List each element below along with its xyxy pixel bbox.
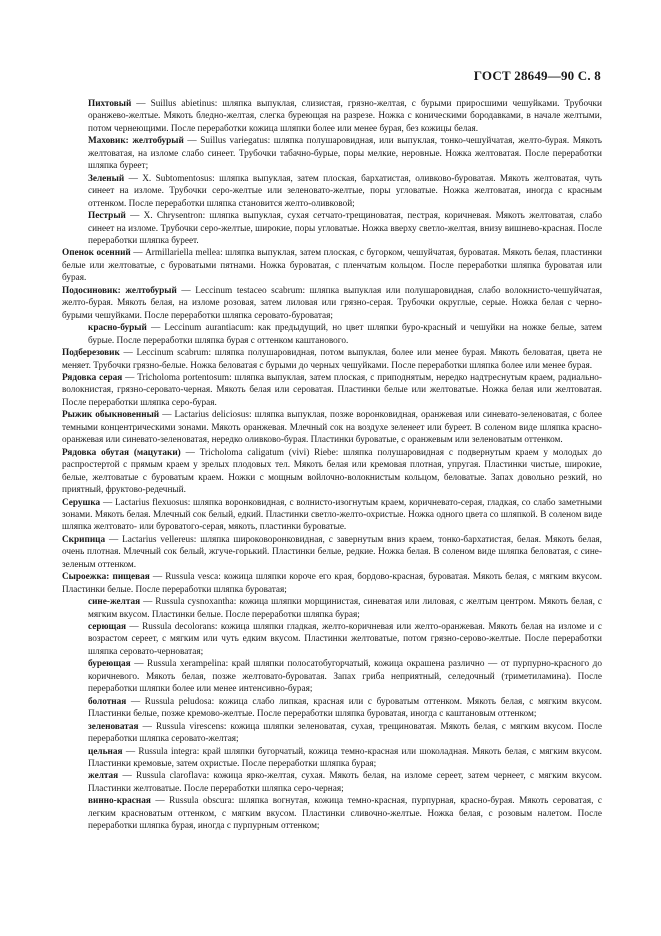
latin-name: Russula claroflava bbox=[136, 771, 207, 782]
term: Подберезовик bbox=[62, 348, 120, 359]
latin-name: Russula vesca bbox=[165, 572, 219, 583]
term: Скрипица bbox=[62, 534, 106, 545]
latin-name: Leccinum scabrum bbox=[136, 348, 209, 359]
entry-tselnaya: цельная — Russula integra: край шляпки бугорчатый, кожица темно-красная или шоколадная. Мякоть белая, с мягким вкусом. Пластинки кремовые, затем охристые. После переработки шляпка бурая; bbox=[88, 746, 602, 770]
latin-name: Lactarius deliciosus bbox=[174, 410, 249, 421]
description: : кожица слабо липкая, красная или с буроватым оттенком. Мякоть белая, с мягким вкусом. Пластинки белые, позже кремово-желтые. После переработки шляпка буроватая, иногда с каштановым оттенком; bbox=[88, 696, 602, 720]
entry-vinno-krasnaya: винно-красная — Russula obscura: шляпка вогнутая, кожица темно-красная, пурпурная, красно-бурая. Мякоть сероватая, с легким красноватым оттенком, с мягким вкусом. Пластинки сливочно-желтые. Ножка белая, с розовым налетом. После переработки шляпка бурая, иногда с пурпурным оттенком; bbox=[88, 796, 603, 832]
description: : шляпка выпуклая или полушаровидная, слабо волокнисто-чешуйчатая, желто-бурая. Мякоть белая, на изломе розовая, затем лиловая или грязно-серая. Трубочки округлые, серые. Ножка белая с черно-бурыми чешуйками. После переработки шляпка серовато-буроватая; bbox=[62, 285, 603, 321]
latin-name: Tricholoma caligatum (vivi) Riebe bbox=[199, 447, 336, 458]
description: : шляпка выпуклая, затем плоская, с приподнятым, нередко надтреснутым краем, радиально-волокнистая, грязно-серовато-черная. Мякоть белая или сероватая. Пластинки белые или желтоватые. Ножка белая или желтоватая. После переработки шляпка серо-бурая. bbox=[62, 372, 603, 408]
term: болотная bbox=[88, 696, 127, 707]
entry-pikhtovy: Пихтовый — Suillus abietinus: шляпка выпуклая, слизистая, грязно-желтая, с бурыми приросшими чешуйками. Трубочки оранжево-желтые. Мякоть бледно-желтая, слегка буреющая на разрезе. Ножка с коническими бородавками, в начале желтыми, потом чернеющими. После переработки кожица шляпки более или менее бурая, без кожицы белая. bbox=[88, 99, 602, 134]
description: : шляпка широковоронковидная, с завернутым вниз краем, тонко-бархатистая, белая. Мякоть белая, очень плотная. Млечный сок белый, жгуче-горький. Пластинки белые, редкие. Ножка белая. В соленом виде шляпка беловатая, с сине-зеленым оттенком. bbox=[62, 534, 602, 570]
description: : кожица шляпки гладкая, желто-коричневая или желто-оранжевая. Мякоть белая на изломе и с возрастом сереет, с мягким или чуть едким вкусом. Пластинки желтоватые, потом грязно-серово-желтые. После переработки шляпка серовато-черноватая; bbox=[88, 622, 602, 657]
entry-pestry: Пестрый — X. Chrysentron: шляпка выпуклая, сухая сетчато-трещиноватая, пестрая, коричневая. Мякоть желтоватая, слабо синеет на изломе. Трубочки серо-желтые, широкие, поры угловатые. Ножка вверху светло-желтая, внизу вишнево-красная. После переработки шляпка буреет. bbox=[88, 211, 603, 246]
entry-ryadovka-obutaya: Рядовка обутая (мацутаки) — Tricholoma caligatum (vivi) Riebe: шляпка полушаровидная с подвернутым краем у молодых до распростертой с прямым краем у зрелых плодовых тел. Мякоть белая или кремовая плотная, упругая. Пластинки чистые, широкие, белые, желтоватые с буроватым краем. Ножки с мощным войлочно-волокнистым кольцом, беловатые. Запах довольно резкий, но приятный, фруктово-редечный. bbox=[62, 447, 602, 496]
latin-name: Lactarius vellereus bbox=[122, 534, 194, 545]
description: : шляпка выпуклая, позже воронковидная, оранжевая или синевато-зеленоватая, с более темными концентрическими зонами. Мякоть оранжевая. Млечный сок на воздухе зеленеет или буреет. В соленом виде шляпка красно-оранжевая или синевато-зеленоватая, нередко оливково-бурая. Пластинки буроватые, с оранжевым или зеленоватым оттенком. bbox=[62, 410, 602, 446]
latin-name: Russula cysnoxantha bbox=[155, 597, 234, 608]
description: : край шляпки полосатобугорчатый, кожица окрашена различно — от пурпурно-красного до коричневого. Мякоть белая, позже желтовато-буроватая. Запах гриба неприятный, селедочный (триметиламина). После переработки шляпки более или менее интенсивно-бурая; bbox=[88, 659, 602, 695]
entry-krasno-bury: красно-бурый — Leccinum aurantiacum: как предыдущий, но цвет шляпки буро-красный и чешуйки на ножке белые, затем бурые. После переработки шляпка бурая с оттенком каштанового. bbox=[88, 323, 602, 346]
latin-name: Russula virescens bbox=[155, 721, 224, 732]
description: : шляпка выпуклая, затем плоская, с бугорком, чешуйчатая, буроватая. Мякоть белая, пластинки белые или желтоватые, с буроватыми пятнами. Ножка буроватая, с пленчатым кольцом. После переработки шляпка буроватая или бурая. bbox=[62, 248, 602, 284]
description: : кожица ярко-желтая, сухая. Мякоть белая, на изломе сереет, затем чернеет, с мягким вкусом. Пластинки желтоватые. После переработки шляпка серо-черная; bbox=[88, 771, 602, 794]
description: : шляпка воронковидная, с волнисто-изогнутым краем, коричневато-серая, гладкая, со слабо заметными зонами. Мякоть белая. Млечный сок белый, едкий. Пластинки светло-желто-охристые. Ножка одного цвета со шляпкой. В соленом виде шляпка желтовато- или буроватого-серая, мякоть, пластинки буроватые. bbox=[62, 497, 603, 533]
term: Серушка bbox=[62, 497, 101, 508]
latin-name: Russula integra bbox=[138, 746, 197, 757]
term: цельная bbox=[88, 746, 123, 757]
entry-sine-zheltaya: сине-желтая — Russula cysnoxantha: кожица шляпки морщинистая, синеватая или лиловая, с желтым центром. Мякоть белая, с мягким вкусом. Пластинки белые. После переработки шляпка бурая; bbox=[88, 597, 603, 620]
entry-makhovik: Маховик: желтобурый — Suillus variegatus: шляпка полушаровидная, или выпуклая, тонко-чешуйчатая, желто-бурая. Мякоть желтоватая, на изломе слабо синеет. Трубочки табачно-бурые, поры мелкие, неровные. Ножка желтоватая. После переработки шляпка буреет; bbox=[88, 136, 603, 172]
entry-seryushchaya: серющая — Russula decolorans: кожица шляпки гладкая, желто-коричневая или желто-оранжевая. Мякоть белая на изломе и с возрастом сереет, с мягким или чуть едким вкусом. Пластинки желтоватые, потом грязно-серово-желтые. После переработки шляпка серовато-черноватая; bbox=[88, 622, 602, 657]
term: Пихтовый bbox=[88, 99, 132, 109]
description: : шляпка полушаровидная с подвернутым краем у молодых до распростертой с прямым краем у зрелых плодовых тел. Мякоть белая или кремовая плотная, упругая. Пластинки чистые, широкие, белые, желтоватые с буроватым краем. Ножки с мощным войлочно-волокнистым кольцом, беловатые. Запах довольно резкий, но приятный, фруктово-редечный. bbox=[62, 447, 602, 496]
description: : кожица шляпки короче его края, бордово-красная, буроватая. Мякоть белая, с мягким вкусом. Пластинки белые. После переработки шляпка буроватая; bbox=[62, 572, 603, 595]
description: : шляпка выпуклая, слизистая, грязно-желтая, с бурыми приросшими чешуйками. Трубочки оранжево-желтые. Мякоть бледно-желтая, слегка буреющая на разрезе. Ножка с коническими бородавками, в начале желтыми, потом чернеющими. После переработки кожица шляпки более или менее бурая, без кожицы белая. bbox=[88, 99, 602, 134]
entry-ryzhik: Рыжик обыкновенный — Lactarius deliciosus: шляпка выпуклая, позже воронковидная, оранжевая или синевато-зеленоватая, с более темными концентрическими зонами. Мякоть оранжевая. Млечный сок на воздухе зеленеет или буреет. В соленом виде шляпка красно-оранжевая или синевато-зеленоватая, нередко оливково-бурая. Пластинки буроватые, с оранжевым или зеленоватым оттенком. bbox=[62, 410, 602, 446]
entry-bolotnaya: болотная — Russula peludosa: кожица слабо липкая, красная или с буроватым оттенком. Мякоть белая, с мягким вкусом. Пластинки белые, позже кремово-желтые. После переработки шляпка буроватая, иногда с каштановым оттенком; bbox=[88, 696, 602, 720]
term: Подосиновик: желтобурый bbox=[62, 285, 177, 296]
latin-name: Suillus abietinus bbox=[150, 99, 215, 109]
latin-name: X. Subtomentosus bbox=[142, 173, 213, 184]
term: красно-бурый bbox=[88, 323, 147, 334]
term: Рыжик обыкновенный bbox=[62, 410, 160, 421]
term: Зеленый bbox=[88, 173, 125, 184]
description: : шляпка полушаровидная, потом выпуклая, более или менее бурая. Мякоть беловатая, цвета не меняет. Трубочки грязно-белые. Ножка беловатая с бурыми до черных чешуйками. После переработки шляпка более или менее бурая. bbox=[62, 348, 602, 371]
term: Сыроежка: пищевая bbox=[62, 572, 150, 583]
term: винно-красная bbox=[88, 796, 151, 807]
description: : кожица шляпки морщинистая, синеватая или лиловая, с желтым центром. Мякоть белая, с мягким вкусом. Пластинки белые. После переработки шляпка бурая; bbox=[88, 597, 603, 620]
latin-name: Russula peludosa bbox=[144, 696, 212, 707]
latin-name: Russula obscura bbox=[169, 796, 232, 807]
description: : шляпка выпуклая, затем плоская, бархатистая, оливково-буроватая. Мякоть желтоватая, чуть синеет на изломе. Трубочки серо-желтые или зеленовато-желтые, поры угловатые. Ножка желтоватая, иногда с красным оттенком. После переработки шляпка становится желто-оливковой; bbox=[88, 173, 602, 209]
entry-zeleny: Зеленый — X. Subtomentosus: шляпка выпуклая, затем плоская, бархатистая, оливково-буроватая. Мякоть желтоватая, чуть синеет на изломе. Трубочки серо-желтые или зеленовато-желтые, поры угловатые. Ножка желтоватая, иногда с красным оттенком. После переработки шляпка становится желто-оливковой; bbox=[88, 173, 602, 209]
latin-name: Lactarius flexuosus bbox=[115, 497, 188, 508]
entry-zheltaya: желтая — Russula claroflava: кожица ярко-желтая, сухая. Мякоть белая, на изломе сереет, затем чернеет, с мягким вкусом. Пластинки желтоватые. После переработки шляпка серо-черная; bbox=[88, 771, 602, 794]
latin-name: Leccinum aurantiacum bbox=[164, 323, 252, 334]
term: серющая bbox=[88, 622, 126, 633]
description: : как предыдущий, но цвет шляпки буро-красный и чешуйки на ножке белые, затем бурые. После переработки шляпка бурая с оттенком каштанового. bbox=[88, 323, 602, 346]
term: Маховик: желтобурый bbox=[88, 136, 184, 147]
term: сине-желтая bbox=[88, 597, 141, 608]
latin-name: Suillus variegatus bbox=[200, 136, 268, 147]
term: Рядовка обутая (мацутаки) bbox=[62, 447, 181, 458]
term: зеленоватая bbox=[88, 721, 139, 732]
entry-ryadovka-seraya: Рядовка серая — Tricholoma portentosum: шляпка выпуклая, затем плоская, с приподнятым, нередко надтреснутым краем, радиально-волокнистая, грязно-серовато-черная. Мякоть белая или сероватая. Пластинки белые или желтоватые. Ножка белая или желтоватая. После переработки шляпка серо-бурая. bbox=[62, 372, 603, 408]
latin-name: X. Chrysentron bbox=[143, 211, 203, 222]
entry-zelenovataya: зеленоватая — Russula virescens: кожица шляпки зеленоватая, сухая, трещиноватая. Мякоть белая, с мягким вкусом. После переработки шляпка серовато-желтая; bbox=[88, 721, 602, 745]
entry-podberezovik: Подберезовик — Leccinum scabrum: шляпка полушаровидная, потом выпуклая, более или менее бурая. Мякоть беловатая, цвета не меняет. Трубочки грязно-белые. Ножка беловатая с бурыми до черных чешуйками. После переработки шляпка более или менее бурая. bbox=[62, 348, 602, 371]
entry-serushka: Серушка — Lactarius flexuosus: шляпка воронковидная, с волнисто-изогнутым краем, коричневато-серая, гладкая, со слабо заметными зонами. Мякоть белая. Млечный сок белый, едкий. Пластинки светло-желто-охристые. Ножка одного цвета со шляпкой. В соленом виде шляпка желтовато- или буроватого-серая, мякоть, пластинки буроватые. bbox=[62, 497, 603, 533]
latin-name: Leccinum testaceo scabrum bbox=[195, 285, 303, 296]
term: Пестрый bbox=[88, 211, 126, 222]
latin-name: Armillariella mellea bbox=[145, 248, 221, 259]
description: : край шляпки бугорчатый, кожица темно-красная или шоколадная. Мякоть белая, с мягким вкусом. Пластинки кремовые, затем охристые. После переработки шляпка бурая; bbox=[88, 746, 602, 770]
entry-openok: Опенок осенний — Armillariella mellea: шляпка выпуклая, затем плоская, с бугорком, чешуйчатая, буроватая. Мякоть белая, пластинки белые или желтоватые, с буроватыми пятнами. Ножка буроватая, с пленчатым кольцом. После переработки шляпка буроватая или бурая. bbox=[62, 248, 602, 284]
description: : шляпка вогнутая, кожица темно-красная, пурпурная, красно-бурая. Мякоть сероватая, с легким красноватым оттенком, с мягким вкусом. Пластинки сливочно-желтые. Ножка белая, с розовым налетом. После переработки шляпка бурая, иногда с пурпурным оттенком; bbox=[88, 796, 603, 832]
latin-name: Russula decolorans bbox=[142, 622, 215, 633]
document-body bbox=[62, 98, 602, 833]
term: Опенок осенний bbox=[62, 248, 131, 259]
entry-syroezhka-pishchevaya: Сыроежка: пищевая — Russula vesca: кожица шляпки короче его края, бордово-красная, буроватая. Мякоть белая, с мягким вкусом. Пластинки белые. После переработки шляпка буроватая; bbox=[62, 572, 603, 595]
term: желтая bbox=[88, 771, 119, 782]
entry-podosinovik: Подосиновик: желтобурый — Leccinum testaceo scabrum: шляпка выпуклая или полушаровидная, слабо волокнисто-чешуйчатая, желто-бурая. Мякоть белая, на изломе розовая, затем лиловая или грязно-серая. Трубочки округлые, серые. Ножка белая с черно-бурыми чешуйками. После переработки шляпка серовато-буроватая; bbox=[62, 285, 603, 321]
latin-name: Russula xerampelina bbox=[147, 659, 226, 670]
entry-skripitsa: Скрипица — Lactarius vellereus: шляпка широковоронковидная, с завернутым вниз краем, тонко-бархатистая, белая. Мякоть белая, очень плотная. Млечный сок белый, жгуче-горький. Пластинки белые, редкие. Ножка белая. В соленом виде шляпка беловатая, с сине-зеленым оттенком. bbox=[62, 534, 602, 570]
term: Рядовка серая bbox=[62, 372, 123, 383]
description: : шляпка полушаровидная, или выпуклая, тонко-чешуйчатая, желто-бурая. Мякоть желтоватая, на изломе слабо синеет. Трубочки табачно-бурые, поры мелкие, неровные. Ножка желтоватая. После переработки шляпка буреет; bbox=[88, 136, 603, 172]
page-header: ГОСТ 28649—90 С. 8 bbox=[473, 68, 601, 83]
entry-bureyushchaya: буреющая — Russula xerampelina: край шляпки полосатобугорчатый, кожица окрашена различно — от пурпурно-красного до коричневого. Мякоть белая, позже желтовато-буроватая. Запах гриба неприятный, селедочный (триметиламина). После переработки шляпки более или менее интенсивно-бурая; bbox=[88, 659, 602, 695]
description: : шляпка выпуклая, сухая сетчато-трещиноватая, пестрая, коричневая. Мякоть желтоватая, слабо синеет на изломе. Трубочки серо-желтые, широкие, поры угловатые. Ножка вверху светло-желтая, внизу вишнево-красная. После переработки шляпка буреет. bbox=[88, 211, 603, 246]
description: : кожица шляпки зеленоватая, сухая, трещиноватая. Мякоть белая, с мягким вкусом. После переработки шляпка серовато-желтая; bbox=[88, 721, 602, 745]
latin-name: Tricholoma portentosum bbox=[137, 372, 230, 383]
term: буреющая bbox=[88, 659, 131, 670]
